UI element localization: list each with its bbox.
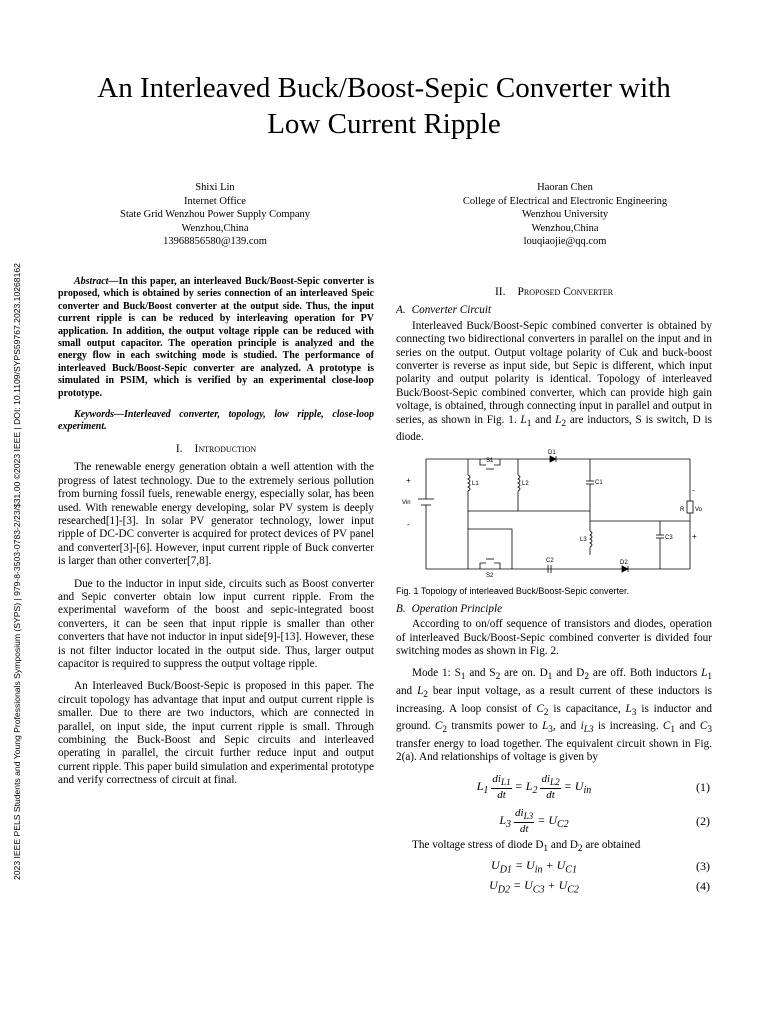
author-dept: Internet Office [184,195,246,207]
equation-4: $U_{D2} = U_{C3} + U_{C2}$ (4) [489,878,710,896]
author-org: Wenzhou University [521,209,609,220]
subsection-heading-converter-circuit: A. Converter Circuit [396,304,492,317]
figure-caption: Fig. 1 Topology of interleaved Buck/Boost-Sepic converter. [396,585,629,596]
author-block-1 [80,181,350,249]
converter-circuit-paragraph: Interleaved Buck/Boost-Sepic combined converter is obtained by connecting two bidirectional converters in parallel on the input and in series on the output. Output voltage polarity of Cuk and buck-boost converter is reverse as input side, but Sepic is different, which input polarity and output polarity is identical. Topology of interleaved Buck/Boost-Sepic combined converter, which can provide high gain voltage, is obtained, through connecting input in parallel and output in series, as shown in Fig. 1. $L_1$ and $L_2$ are inductors, S is switch, D is diode. [396,319,712,444]
author-name: Shixi Lin [195,182,235,193]
c1-label: C1 [595,479,603,486]
vo-label: Vo [695,506,703,513]
title-line-1: An Interleaved Buck/Boost-Sepic Converter with [97,72,671,104]
intro-paragraph-1: The renewable energy generation obtain a well attention with the progress of latest technology. Due to the extremely serious pollution from burning fossil fuels, renewable energy, especially solar, has been used. With renewable energy developing, solar PV system is deeply researched[1]-[3]. In solar PV generator technology, lower input ripple of DC-DC converter is acquired for protect devices of PV panel and converter[3]-[6]. However, input current ripple of Buck converter is larger than other converter[7,8]. [58,461,374,568]
equation-1: $L_1$ $\frac{di_{L1}}{dt}$ = $L_2$ $\frac{di_{L2}}{dt}$ = $U_{in}$ (1) [476,772,710,801]
voltage-stress-text: The voltage stress of diode $D_1$ and $D_2$ are obtained [412,838,641,854]
right-column [396,276,712,896]
author-city: Wenzhou,China [531,222,599,234]
title-line-2: Low Current Ripple [267,108,501,140]
abstract: Abstract—In this paper, an interleaved Buck/Boost-Sepic converter is proposed, which is obtained by series connection of an interleaved Speic converter and Buck/Boost converter at the output side. Thus, the input current ripple is can be reduced by interleaving operation for PV application. In addition, the output voltage ripple can be reduced with small output capacitor. The operation principle is analyzed and the energy flow in each switching mode is studied. The performance of interleaved Buck/Boost-Sepic converter are analyzed. A prototype is simulated in PSIM, which is verified by an experimental close-loop prototype. [58,276,374,399]
output-plus-label: + [692,531,697,541]
equation-number: (3) [696,859,710,874]
author-city: Wenzhou,China [181,222,249,234]
converter-topology-figure [400,449,703,581]
keywords-text: Interleaved converter, topology, low ripple, close-loop experiment. [58,409,374,433]
l2-inductor [518,475,520,491]
output-minus-label: - [692,485,695,495]
abstract-label: Abstract [74,276,109,287]
d2-diode [622,566,628,572]
paper-title [40,70,728,142]
section-heading-proposed-converter: II. Proposed Converter [494,286,614,298]
intro-paragraph-3: An Interleaved Buck/Boost-Sepic is proposed in this paper. The circuit topology has advantage that input and output current ripple is smaller. Due to there are two inductors, which are connected in parallel, on input side, the input current ripple is small. Through combining the Buck-Boost and Sepic circuits and interleaved operating in parallel, the circuit further reduce input and output current ripple. This paper build simulation and experimental prototype and verify correctness of circuit at final. [58,680,374,787]
vin-label: Vin [402,499,411,506]
operation-principle-paragraph: According to on/off sequence of transistors and diodes, operation of interleaved Buck/Boost-Sepic combined converter is divided four switching modes as shown in Fig. 2. [396,618,712,657]
keywords-label: Keywords [74,409,114,421]
author-dept: College of Electrical and Electronic Engineering [462,195,668,207]
subsection-heading-operation-principle: B. Operation Principle [396,602,503,615]
keywords: Keywords—Interleaved converter, topology, low ripple, close-loop experiment. [58,409,374,433]
l2-label: L2 [522,480,529,487]
left-column [58,276,374,788]
author-block-2 [420,181,710,249]
equation-3: $U_{D1} = U_{in} + U_{C1}$ (3) [491,858,710,876]
equation-number: (2) [696,813,710,828]
c2-label: C2 [546,557,554,564]
section-heading-introduction: I. Introduction [175,442,257,455]
abstract-text: In this paper, an interleaved Buck/Boost-Sepic converter is proposed, which is obtained by series connection of an interleaved Speic converter and Buck/Boost converter at the output side. Thus, the input current ripple is can be reduced by interleaving operation for PV application. In addition, the output voltage ripple can be reduced with small output capacitor. The operation principle is analyzed and the energy flow in each switching mode is studied. The performance of interleaved Buck/Boost-Sepic converter are analyzed. A prototype is simulated in PSIM, which is verified by an experimental close-loop prototype. [58,276,374,399]
equation-number: (1) [696,779,710,794]
s2-label: S2 [486,572,494,579]
s1-label: S1 [486,457,494,464]
mode-1-paragraph: Mode 1: $S_1$ and $S_2$ are on. $D_1$ and $D_2$ are off. Both inductors $L_1$ and $L_2$ bear input voltage, as a result current of these inductors is increasing. A loop consist of $C_2$ is capacitance, $L_3$ is inductor and ground. $C_2$ transmits power to $L_3$, and $i_{L3}$ is increasing. $C_1$ and $C_3$ transfer energy to load together. The equivalent circuit shown in Fig. 2(a). And relationships of voltage is given by [396,667,713,764]
author-email: 13968856580@139.com [163,236,267,247]
author-email: louqiaojie@qq.com [523,236,607,247]
input-minus-label: - [407,519,410,529]
copyright-sidebar: 2023 IEEE PELS Students and Young Professionals Symposium (SYPS) | 979-8-3503-0783-2/23/$31.00 ©2023 IEEE | DOI: 10.1109/SYPS59767.2023.10268162 [12,263,22,880]
r-label: R [680,506,685,513]
input-plus-label: + [406,475,411,485]
d1-label: D1 [548,449,556,456]
r-load [687,501,693,513]
d2-label: D2 [620,559,628,566]
c3-label: C3 [665,534,673,541]
l3-inductor [590,531,592,547]
s2-switch [480,563,486,569]
equation-2: $L_3$ $\frac{di_{L3}}{dt}$ = $U_{C2}$ (2) [499,806,710,835]
l1-label: L1 [472,480,479,487]
d1-diode [550,456,556,462]
author-org: State Grid Wenzhou Power Supply Company [120,209,310,220]
l3-label: L3 [580,536,587,543]
l1-inductor [468,475,470,491]
intro-paragraph-2: Due to the inductor in input side, circuits such as Boost converter and Sepic converter obtain low input current ripple. From the experimental waveform of the boost and sepic-integrated boost converters, it can be seen that input ripple is smaller than other converters that have not inductor in input side[9]-[13]. However, these is not filter inductor located in the output side. Thus, larger output capacitor is required to suppress the output voltage ripple. [58,577,374,670]
equation-number: (4) [696,879,710,894]
author-name: Haoran Chen [537,182,593,193]
